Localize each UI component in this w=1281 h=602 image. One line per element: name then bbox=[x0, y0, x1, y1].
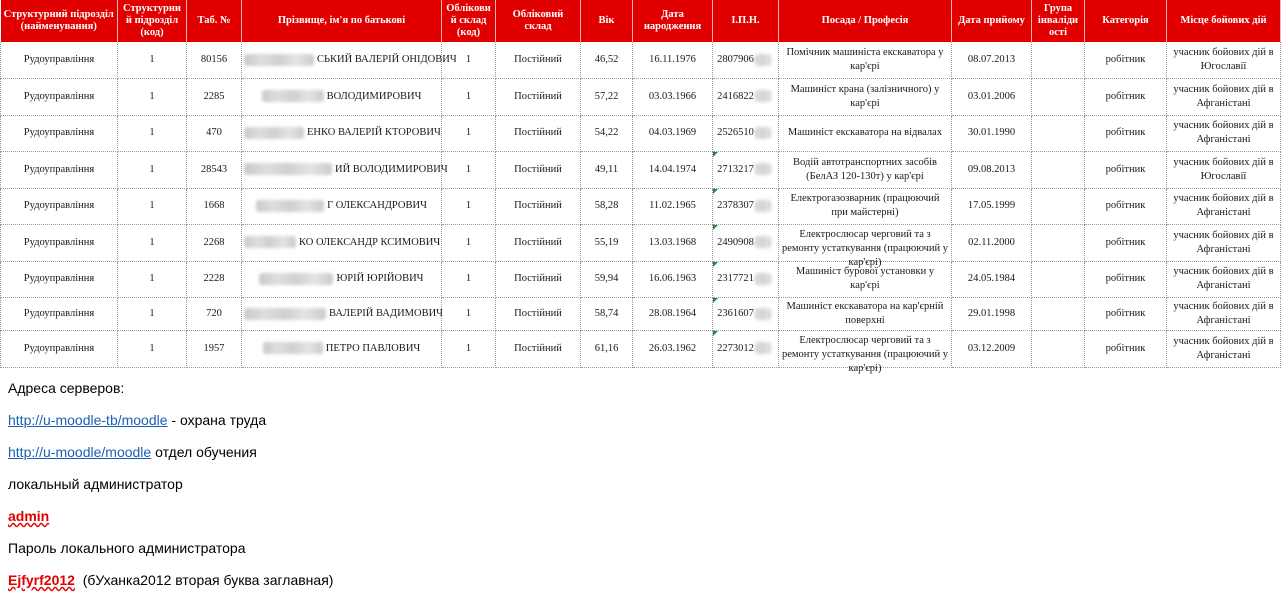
col-header-staff-code[interactable]: Облікови й склад (код) bbox=[442, 0, 496, 42]
cell-category[interactable]: робітник bbox=[1085, 152, 1167, 189]
combat-place-text: учасник бойових дій в Афганістані bbox=[1173, 120, 1274, 146]
employee-name: ЮРІЙ ЮРІЙОВИЧ bbox=[336, 273, 424, 285]
ipn-value: 2361607 bbox=[717, 308, 754, 319]
ipn-value: 2416822 bbox=[717, 90, 754, 102]
cell-dept-code[interactable]: 1 bbox=[118, 152, 187, 189]
cell-ipn[interactable] bbox=[713, 79, 779, 116]
cell-birth[interactable]: 14.04.1974 bbox=[633, 152, 713, 189]
position-text: Помічник машиніста екскаватора у кар'єрі bbox=[786, 47, 944, 72]
cell-birth[interactable]: 26.03.1962 bbox=[633, 331, 713, 368]
col-header-position[interactable]: Посада / Професія bbox=[779, 0, 952, 42]
cell-hired[interactable]: 09.08.2013 bbox=[952, 152, 1032, 189]
position-text: Електрогазозварник (працюючий при майстерні) bbox=[790, 193, 940, 219]
cell-comment-marker bbox=[713, 225, 718, 230]
employee-name: Г ОЛЕКСАНДРОВИЧ bbox=[327, 200, 427, 212]
cell-name[interactable] bbox=[242, 225, 442, 262]
combat-place-text: учасник бойових дій в Югославії bbox=[1173, 156, 1274, 182]
cell-ipn[interactable] bbox=[713, 225, 779, 262]
cell-name[interactable] bbox=[242, 298, 442, 331]
cell-staff-code[interactable]: 1 bbox=[442, 79, 496, 116]
cell-name[interactable] bbox=[242, 188, 442, 225]
employee-name: СЬКИЙ ВАЛЕРІЙ ОНІДОВИЧ bbox=[317, 54, 457, 65]
cell-staff[interactable]: Постійний bbox=[496, 225, 581, 262]
notes-section bbox=[8, 378, 333, 602]
table-row[interactable] bbox=[1, 298, 1281, 331]
cell-disability[interactable] bbox=[1032, 79, 1085, 116]
cell-tab[interactable]: 2268 bbox=[187, 225, 242, 262]
cell-tab[interactable]: 2285 bbox=[187, 79, 242, 116]
cell-age[interactable]: 57,22 bbox=[581, 79, 633, 116]
moodle-tb-link[interactable]: http://u-moodle-tb/moodle bbox=[8, 412, 168, 428]
cell-tab[interactable]: 720 bbox=[187, 298, 242, 331]
cell-staff-code[interactable]: 1 bbox=[442, 152, 496, 189]
redacted-surname bbox=[244, 163, 332, 175]
cell-dept-code[interactable]: 1 bbox=[118, 42, 187, 79]
combat-place-text: учасник бойових дій в Афганістані bbox=[1173, 335, 1274, 361]
cell-combat[interactable] bbox=[1167, 79, 1281, 116]
col-header-birth[interactable]: Дата народження bbox=[633, 0, 713, 42]
combat-place-text: учасник бойових дій в Афганістані bbox=[1173, 83, 1274, 109]
combat-place-text: учасник бойових дій в Афганістані bbox=[1173, 229, 1274, 255]
cell-ipn[interactable] bbox=[713, 115, 779, 152]
cell-position[interactable] bbox=[779, 115, 952, 152]
cell-staff-code[interactable]: 1 bbox=[442, 115, 496, 152]
cell-tab[interactable]: 28543 bbox=[187, 152, 242, 189]
cell-position[interactable] bbox=[779, 225, 952, 268]
cell-category[interactable]: робітник bbox=[1085, 298, 1167, 331]
col-header-name[interactable]: Прізвище, ім'я по батькові bbox=[242, 0, 442, 42]
cell-category[interactable]: робітник bbox=[1085, 42, 1167, 79]
col-header-hired[interactable]: Дата прийому bbox=[952, 0, 1032, 42]
cell-name[interactable] bbox=[242, 261, 442, 298]
cell-age[interactable]: 59,94 bbox=[581, 261, 633, 298]
position-text: Електрослюсар черговий та з ремонту устаткування (працюючий у кар'єрі) bbox=[781, 228, 949, 268]
cell-dept[interactable]: Рудоуправління bbox=[1, 152, 118, 189]
cell-hired[interactable]: 30.01.1990 bbox=[952, 115, 1032, 152]
cell-disability[interactable] bbox=[1032, 42, 1085, 79]
col-header-tab[interactable]: Таб. № bbox=[187, 0, 242, 42]
col-header-ipn[interactable]: І.П.Н. bbox=[713, 0, 779, 42]
cell-category[interactable]: робітник bbox=[1085, 79, 1167, 116]
cell-tab[interactable]: 2228 bbox=[187, 261, 242, 298]
password-label: Пароль локального администратора bbox=[8, 540, 246, 556]
ipn-value: 2490908 bbox=[717, 236, 754, 248]
cell-hired[interactable]: 02.11.2000 bbox=[952, 225, 1032, 262]
cell-dept[interactable]: Рудоуправління bbox=[1, 261, 118, 298]
cell-position[interactable] bbox=[779, 188, 952, 225]
employee-name: ВОЛОДИМИРОВИЧ bbox=[326, 90, 422, 102]
ipn-value: 2273012 bbox=[717, 342, 754, 354]
col-header-dept-code[interactable]: Структурни й підрозділ (код) bbox=[118, 0, 187, 42]
cell-category[interactable]: робітник bbox=[1085, 331, 1167, 368]
col-header-age[interactable]: Вік bbox=[581, 0, 633, 42]
ipn-value: 2526510 bbox=[717, 127, 754, 139]
cell-disability[interactable] bbox=[1032, 225, 1085, 262]
cell-age[interactable]: 61,16 bbox=[581, 331, 633, 368]
cell-dept-code[interactable]: 1 bbox=[118, 115, 187, 152]
cell-dept[interactable]: Рудоуправління bbox=[1, 42, 118, 79]
cell-dept-code[interactable]: 1 bbox=[118, 188, 187, 225]
cell-name[interactable] bbox=[242, 79, 442, 116]
cell-combat[interactable] bbox=[1167, 115, 1281, 152]
cell-staff-code[interactable]: 1 bbox=[442, 42, 496, 79]
redacted-ipn-digits bbox=[755, 200, 771, 212]
cell-hired[interactable]: 17.05.1999 bbox=[952, 188, 1032, 225]
ipn-value: 2713217 bbox=[717, 163, 754, 175]
redacted-ipn-digits bbox=[755, 273, 771, 285]
table-row[interactable] bbox=[1, 115, 1281, 152]
position-text: Машиніст екскаватора на відвалах bbox=[787, 127, 943, 139]
cell-combat[interactable] bbox=[1167, 261, 1281, 298]
cell-staff[interactable]: Постійний bbox=[496, 152, 581, 189]
redacted-surname bbox=[244, 127, 304, 139]
cell-category[interactable]: робітник bbox=[1085, 261, 1167, 298]
position-text: Машиніст крана (залізничного) у кар'єрі bbox=[790, 83, 940, 109]
cell-age[interactable]: 58,74 bbox=[581, 298, 633, 331]
cell-staff[interactable]: Постійний bbox=[496, 261, 581, 298]
cell-comment-marker bbox=[713, 298, 718, 303]
cell-age[interactable]: 49,11 bbox=[581, 152, 633, 189]
redacted-ipn-digits bbox=[755, 127, 771, 139]
cell-ipn[interactable] bbox=[713, 298, 779, 331]
cell-birth[interactable]: 13.03.1968 bbox=[633, 225, 713, 262]
cell-hired[interactable]: 29.01.1998 bbox=[952, 298, 1032, 331]
cell-ipn[interactable] bbox=[713, 261, 779, 298]
cell-combat[interactable] bbox=[1167, 298, 1281, 331]
cell-combat[interactable] bbox=[1167, 42, 1281, 79]
employee-name: ПЕТРО ПАВЛОВИЧ bbox=[325, 342, 421, 354]
cell-dept[interactable]: Рудоуправління bbox=[1, 331, 118, 368]
cell-dept[interactable]: Рудоуправління bbox=[1, 225, 118, 262]
cell-disability[interactable] bbox=[1032, 152, 1085, 189]
password-value[interactable]: Ejfyrf2012 bbox=[8, 572, 75, 588]
cell-ipn[interactable] bbox=[713, 188, 779, 225]
col-header-dept[interactable]: Структурний підрозділ (найменування) bbox=[1, 0, 118, 42]
cell-staff-code[interactable]: 1 bbox=[442, 298, 496, 331]
redacted-surname bbox=[244, 236, 296, 248]
redacted-surname bbox=[262, 90, 324, 102]
cell-ipn[interactable] bbox=[713, 331, 779, 368]
cell-tab[interactable]: 470 bbox=[187, 115, 242, 152]
cell-ipn[interactable] bbox=[713, 152, 779, 189]
redacted-ipn-digits bbox=[755, 236, 771, 248]
cell-hired[interactable]: 08.07.2013 bbox=[952, 42, 1032, 79]
cell-position[interactable] bbox=[779, 152, 952, 189]
redacted-surname bbox=[263, 342, 323, 354]
server-line-2 bbox=[8, 442, 333, 474]
redacted-surname bbox=[244, 54, 314, 66]
position-text: Водій автотранспортних засобів (БелАЗ 120-130т) у кар'єрі bbox=[793, 156, 937, 182]
cell-position[interactable] bbox=[779, 79, 952, 116]
redacted-ipn-digits bbox=[755, 163, 771, 175]
cell-birth[interactable]: 28.08.1964 bbox=[633, 298, 713, 331]
cell-name[interactable] bbox=[242, 115, 442, 152]
redacted-surname bbox=[256, 200, 324, 212]
cell-staff[interactable]: Постійний bbox=[496, 79, 581, 116]
redacted-surname bbox=[259, 273, 333, 285]
cell-staff[interactable]: Постійний bbox=[496, 188, 581, 225]
moodle-link[interactable]: http://u-moodle/moodle bbox=[8, 444, 152, 460]
cell-disability[interactable] bbox=[1032, 115, 1085, 152]
cell-dept-code[interactable]: 1 bbox=[118, 331, 187, 368]
cell-disability[interactable] bbox=[1032, 188, 1085, 225]
table-row[interactable] bbox=[1, 331, 1281, 368]
combat-place-text: учасник бойових дій в Афганістані bbox=[1173, 301, 1274, 326]
ipn-value: 2378307 bbox=[717, 200, 754, 212]
server-line-1 bbox=[8, 410, 333, 442]
cell-staff[interactable]: Постійний bbox=[496, 42, 581, 79]
moodle-tb-desc: - охрана труда bbox=[167, 412, 267, 428]
cell-combat[interactable] bbox=[1167, 188, 1281, 225]
moodle-desc: отдел обучения bbox=[151, 444, 257, 460]
table-row[interactable] bbox=[1, 79, 1281, 116]
cell-hired[interactable]: 03.12.2009 bbox=[952, 331, 1032, 368]
cell-staff-code[interactable]: 1 bbox=[442, 331, 496, 368]
combat-place-text: учасник бойових дій в Афганістані bbox=[1173, 266, 1274, 292]
table-row[interactable] bbox=[1, 188, 1281, 225]
cell-position[interactable] bbox=[779, 42, 952, 79]
ipn-value: 2807906 bbox=[717, 54, 754, 65]
cell-position[interactable] bbox=[779, 261, 952, 298]
cell-dept-code[interactable]: 1 bbox=[118, 225, 187, 262]
cell-dept[interactable]: Рудоуправління bbox=[1, 188, 118, 225]
cell-birth[interactable]: 11.02.1965 bbox=[633, 188, 713, 225]
cell-combat[interactable] bbox=[1167, 331, 1281, 368]
table-row[interactable] bbox=[1, 42, 1281, 79]
cell-hired[interactable]: 24.05.1984 bbox=[952, 261, 1032, 298]
cell-tab[interactable]: 1957 bbox=[187, 331, 242, 368]
cell-age[interactable]: 46,52 bbox=[581, 42, 633, 79]
redacted-ipn-digits bbox=[755, 90, 771, 102]
cell-birth[interactable]: 16.11.1976 bbox=[633, 42, 713, 79]
servers-label: Адреса серверов: bbox=[8, 380, 125, 396]
table-row[interactable] bbox=[1, 152, 1281, 189]
cell-tab[interactable]: 80156 bbox=[187, 42, 242, 79]
cell-staff-code[interactable]: 1 bbox=[442, 261, 496, 298]
redacted-ipn-digits bbox=[755, 308, 771, 320]
cell-disability[interactable] bbox=[1032, 261, 1085, 298]
cell-comment-marker bbox=[713, 189, 718, 194]
cell-disability[interactable] bbox=[1032, 298, 1085, 331]
cell-staff-code[interactable]: 1 bbox=[442, 225, 496, 262]
employee-name: ЕНКО ВАЛЕРІЙ КТОРОВИЧ bbox=[307, 127, 441, 139]
cell-dept-code[interactable]: 1 bbox=[118, 298, 187, 331]
cell-dept-code[interactable]: 1 bbox=[118, 261, 187, 298]
ipn-value: 2317721 bbox=[717, 273, 754, 285]
cell-dept[interactable]: Рудоуправління bbox=[1, 298, 118, 331]
combat-place-text: учасник бойових дій в Афганістані bbox=[1173, 193, 1274, 219]
cell-category[interactable]: робітник bbox=[1085, 115, 1167, 152]
cell-birth[interactable]: 04.03.1969 bbox=[633, 115, 713, 152]
cell-name[interactable] bbox=[242, 42, 457, 79]
cell-combat[interactable] bbox=[1167, 152, 1281, 189]
admin-login-line bbox=[8, 506, 333, 538]
col-header-disability[interactable]: Група інваліди ості bbox=[1032, 0, 1085, 42]
cell-dept[interactable]: Рудоуправління bbox=[1, 79, 118, 116]
table-header-row bbox=[1, 0, 1281, 42]
admin-login[interactable]: admin bbox=[8, 508, 50, 524]
local-admin-label: локальный администратор bbox=[8, 476, 183, 492]
cell-category[interactable]: робітник bbox=[1085, 225, 1167, 262]
cell-age[interactable]: 55,19 bbox=[581, 225, 633, 262]
cell-age[interactable]: 58,28 bbox=[581, 188, 633, 225]
cell-staff[interactable]: Постійний bbox=[496, 115, 581, 152]
cell-name[interactable] bbox=[242, 152, 448, 189]
cell-comment-marker bbox=[713, 152, 718, 157]
cell-combat[interactable] bbox=[1167, 225, 1281, 262]
position-text: Електрослюсар черговий та з ремонту устаткування (працюючий у кар'єрі) bbox=[781, 334, 949, 374]
cell-position[interactable] bbox=[779, 331, 952, 374]
cell-ipn[interactable] bbox=[713, 42, 779, 79]
cell-disability[interactable] bbox=[1032, 331, 1085, 368]
col-header-staff[interactable]: Обліковий склад bbox=[496, 0, 581, 42]
redacted-ipn-digits bbox=[755, 54, 771, 66]
employee-name: ВАЛЕРІЙ ВАДИМОВИЧ bbox=[329, 308, 444, 319]
cell-staff[interactable]: Постійний bbox=[496, 298, 581, 331]
password-line bbox=[8, 570, 333, 602]
col-header-combat[interactable]: Місце бойових дій bbox=[1167, 0, 1281, 42]
cell-position[interactable] bbox=[779, 298, 952, 331]
table-row[interactable] bbox=[1, 261, 1281, 298]
position-text: Машиніст бурової установки у кар'єрі bbox=[795, 266, 935, 292]
cell-dept-code[interactable]: 1 bbox=[118, 79, 187, 116]
cell-category[interactable]: робітник bbox=[1085, 188, 1167, 225]
cell-birth[interactable]: 16.06.1963 bbox=[633, 261, 713, 298]
cell-comment-marker bbox=[713, 331, 718, 336]
cell-hired[interactable]: 03.01.2006 bbox=[952, 79, 1032, 116]
employee-name: ИЙ ВОЛОДИМИРОВИЧ bbox=[335, 163, 448, 175]
cell-staff[interactable]: Постійний bbox=[496, 331, 581, 368]
redacted-ipn-digits bbox=[755, 342, 771, 354]
cell-age[interactable]: 54,22 bbox=[581, 115, 633, 152]
password-hint: (бУханка2012 вторая буква заглавная) bbox=[82, 572, 334, 588]
cell-staff-code[interactable]: 1 bbox=[442, 188, 496, 225]
cell-birth[interactable]: 03.03.1966 bbox=[633, 79, 713, 116]
cell-name[interactable] bbox=[242, 331, 442, 368]
cell-comment-marker bbox=[713, 262, 718, 267]
combat-place-text: учасник бойових дій в Югославії bbox=[1173, 47, 1274, 72]
col-header-category[interactable]: Категорія bbox=[1085, 0, 1167, 42]
position-text: Машиніст екскаватора на кар'єрній поверхні bbox=[786, 301, 944, 326]
employee-name: КО ОЛЕКСАНДР КСИМОВИЧ bbox=[299, 236, 441, 248]
cell-tab[interactable]: 1668 bbox=[187, 188, 242, 225]
redacted-surname bbox=[244, 308, 326, 320]
cell-dept[interactable]: Рудоуправління bbox=[1, 115, 118, 152]
table-row[interactable] bbox=[1, 225, 1281, 262]
